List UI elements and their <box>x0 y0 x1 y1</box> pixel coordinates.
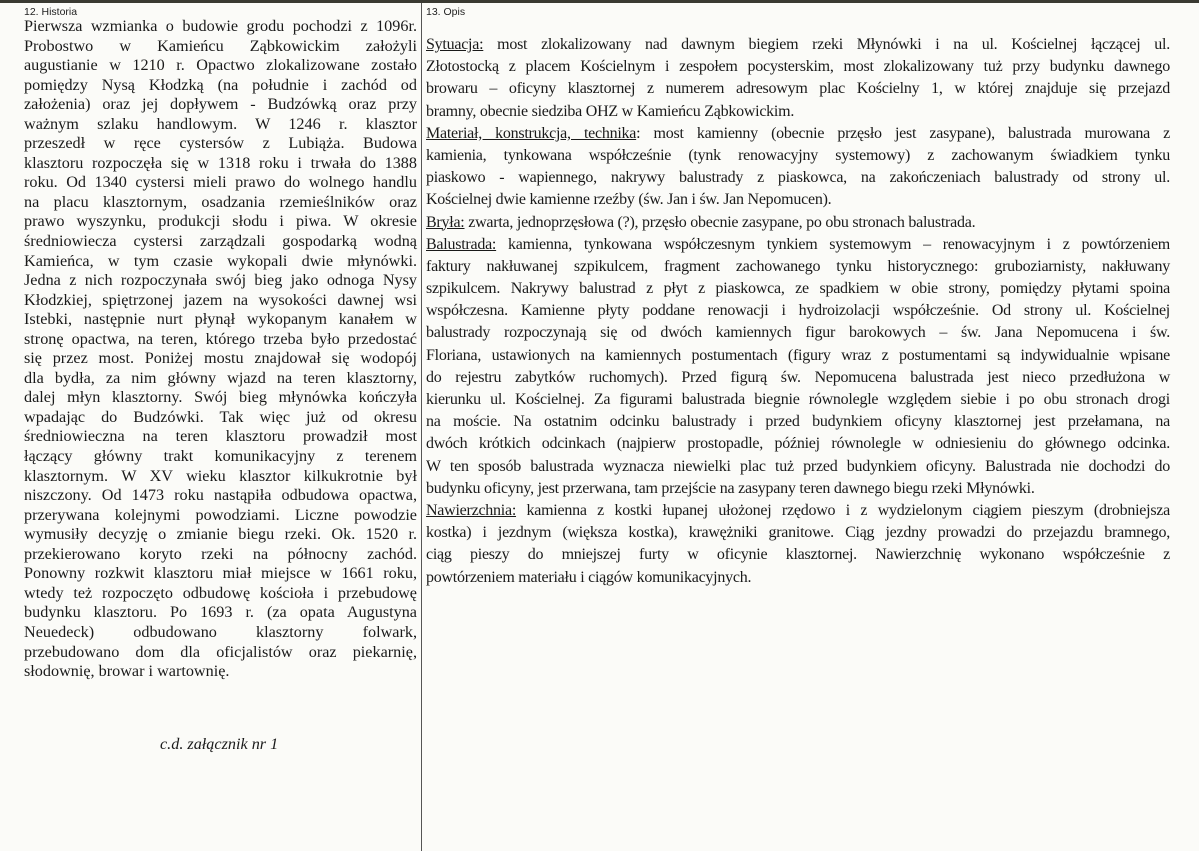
field-text: : most kamienny (obecnie przęsło jest zasypane), balustrada murowana z <box>636 124 1171 142</box>
text-line: na placu klasztornym, osadzania rzemieślników oraz <box>24 192 417 211</box>
continuation-note: c.d. załącznik nr 1 <box>160 735 279 753</box>
field-text: kamienia, tynkowana współcześnie (tynk renowacyjny systemowy) z zachowanym świadkiem tynku <box>426 146 1170 164</box>
historia-text <box>24 17 417 682</box>
text-line <box>426 167 1170 189</box>
section-heading-opis: 13. Opis <box>426 6 466 18</box>
field-text: most zlokalizowany nad dawnym biegiem rzeki Młynówki i na ul. Kościelnej łączącej ul. <box>483 36 1170 53</box>
text-line <box>426 34 1170 56</box>
text-line <box>426 544 1170 566</box>
field-text: ciąg pieszy do mniejszej furty w oficynie klasztornej. Nawierzchnię wykonano współcześnie z <box>426 546 1170 564</box>
field-label: Bryła: <box>426 213 465 231</box>
field-label: Materiał, konstrukcja, technika <box>426 124 637 142</box>
field-label: Balustrada: <box>426 235 497 253</box>
text-line: wtedy też rozpoczęto odbudowę kościoła i przebudowę <box>24 583 417 602</box>
text-line <box>426 567 1170 589</box>
text-line: ważnym szlaku handlowym. W 1246 r. klasztor <box>24 114 417 133</box>
field-text: kamienna z kostki łupanej ułożonej rzędowo i z wydzielonym ciągiem pieszym (drobniejsza <box>516 501 1170 519</box>
text-line: założenia) oraz jej dopływem - Budzówką oraz przy <box>24 95 417 114</box>
field-text: browaru – oficyny klasztornej z numerem adresowym plac Kościelny 1, w której znajduje się przejazd <box>426 80 1170 98</box>
text-line <box>426 278 1170 300</box>
scan-top-edge <box>0 0 1199 3</box>
text-line: Probostwo w Kamieńcu Ząbkowickim założyli <box>24 36 417 55</box>
text-line <box>426 78 1170 100</box>
field-label: Nawierzchnia: <box>426 501 517 519</box>
column-divider <box>421 3 422 851</box>
text-line: średniowiecza cystersi zarządzali gospodarką wodną <box>24 232 417 251</box>
text-line: średniowieczna na teren klasztoru prowadził most <box>24 427 417 446</box>
text-line: Neuedeck) odbudowano klasztorny folwark, <box>24 622 417 641</box>
field-text: faktury nakłuwanej szpikulcem, fragment zachowanego tynku historycznego: gruboziarnisty, nakłuwany <box>426 257 1170 275</box>
text-line <box>426 433 1170 455</box>
text-line: klasztornym. W XV wieku klasztor kilkukrotnie był <box>24 466 417 485</box>
text-line: pomiędzy Nysą Kłodzką (na południe i zachód od <box>24 75 417 94</box>
text-line: słodownię, browar i wartownię. <box>24 662 230 681</box>
field-text: dwóch krótkich odcinkach (najpierw prostopadle, później równolegle w odniesieniu do głównego odcinka. <box>426 435 1170 453</box>
field-text: współczesna. Kamienne płyty poddane renowacji i hydroizolacji współcześnie. Od strony ul. Kościelnej <box>426 302 1170 320</box>
text-line: wpadając do Budzówki. Tak więc już od okresu <box>24 407 417 426</box>
field-text: balustrady rozpoczynają się od dwóch kamiennych figur barokowych – św. Jana Nepomucena i św. <box>426 324 1170 342</box>
field-text: bramny, obecnie siedziba OHZ w Kamieńcu Ząbkowickim. <box>426 102 795 120</box>
text-line: niszczony. Od 1473 roku nastąpiła odbudowa opactwa, <box>24 486 417 505</box>
field-text: zwarta, jednoprzęsłowa (?), przęsło obecnie zasypane, po obu stronach balustrada. <box>464 213 976 231</box>
text-line: przeszedł w ręce cystersów z Lubiąża. Budowa <box>24 134 417 153</box>
text-line: Istebki, następnie nurt płynął wykopanym kanałem w <box>24 310 417 329</box>
text-line <box>426 411 1170 433</box>
text-line: budynku klasztoru. Po 1693 r. (za opata Augustyna <box>24 603 417 622</box>
text-line: dla bydła, za nim główny wjazd na teren klasztorny, <box>24 368 417 387</box>
text-line: stronę opactwa, na teren, którego trzeba było przedostać <box>24 329 417 348</box>
field-text: do rejestru zabytków ruchomych). Przed figurą św. Nepomucena balustrada jest nieco przedłużona w <box>426 368 1170 386</box>
text-line: Kamieńca, w tym czasie wykopali dwie młynówki. <box>24 251 417 270</box>
text-line <box>426 234 1170 256</box>
text-line: się przez most. Poniżej mostu znajdował się wodopój <box>24 349 417 368</box>
field-text: kamienna, tynkowana współczesnym tynkiem systemowym – renowacyjnym i z powtórzeniem <box>496 235 1170 253</box>
text-line <box>426 212 1170 234</box>
text-line: Jedna z nich rozpoczynała swój bieg jako odnoga Nysy <box>24 271 417 290</box>
field-text: szpikulcem. Nakrywy balustrad z płyt z piaskowca, ze spadkiem w obie strony, pomiędzy płytami spoina <box>426 280 1170 298</box>
text-line <box>426 145 1170 167</box>
field-text: powtórzeniem materiału i ciągów komunikacyjnych. <box>426 568 752 586</box>
text-line <box>426 500 1170 522</box>
text-line: przerywana kolejnymi powodziami. Liczne powodzie <box>24 505 417 524</box>
text-line <box>426 345 1170 367</box>
text-line <box>426 367 1170 389</box>
field-text: Floriana, ustawionych na kamiennych postumentach (figury wraz z postumentami są indywidualnie wpisane <box>426 346 1170 364</box>
text-line: przekierowano koryto rzeki na północny zachód. <box>24 544 417 563</box>
text-line: roku. Od 1340 cystersi mieli prawo do wolnego handlu <box>24 173 417 192</box>
text-line: prawo wyszynku, produkcji słodu i piwa. W okresie <box>24 212 417 231</box>
section-heading-historia: 12. Historia <box>24 6 78 18</box>
text-line <box>426 300 1170 322</box>
text-line <box>426 101 1170 123</box>
text-line: dalej młyn klasztorny. Swój bieg młynówka kończyła <box>24 388 417 407</box>
text-line <box>426 478 1170 500</box>
field-text: Złotostocką z placem Kościelnym i zespołem pocysterskim, most zlokalizowany tuż przy budynku dawnego <box>426 58 1170 76</box>
text-line: Kłodzkiej, spiętrzonej jazem na wysokości dawnej wsi <box>24 290 417 309</box>
field-text: piaskowo - wapiennego, nakrywy balustrady z piaskowca, na zakończeniach balustrady od strony ul. <box>426 169 1170 187</box>
text-line: przebudowano dom dla oficjalistów oraz piekarnię, <box>24 642 417 661</box>
field-text: W ten sposób balustrada wyznacza niewielki plac tuż przed budynkiem oficyny. Balustrada nie dochodzi do <box>426 457 1170 475</box>
text-line: Pierwsza wzmianka o budowie grodu pochodzi z 1096r. <box>24 17 417 35</box>
field-text: na moście. Na ostatnim odcinku balustrady i przed budynkiem oficyny klasztornej jest przełamana, na <box>426 413 1170 431</box>
text-line: klasztoru rozpoczęła się w 1318 roku i trwała do 1388 <box>24 153 417 172</box>
text-line <box>426 389 1170 411</box>
text-line: Ponowny rozkwit klasztoru miał miejsce w 1661 roku, <box>24 564 417 583</box>
field-label: Sytuacja: <box>426 36 484 53</box>
text-line <box>426 56 1170 78</box>
field-text: kierunku ul. Kościelnej. Za figurami balustrada biegnie równolegle względem siebie i po obu stronach drogi <box>426 391 1170 408</box>
text-line: wymusiły decyzję o zmianie biegu rzeki. Ok. 1520 r. <box>24 525 417 544</box>
field-text: budynku oficyny, jest przerwana, tam przejście na zasypany teren dawnego biegu rzeki Młynówki. <box>426 479 1035 497</box>
text-line <box>426 456 1170 478</box>
text-line <box>426 123 1170 145</box>
text-line: łączący główny trakt komunikacyjny z terenem <box>24 447 417 466</box>
opis-text <box>426 34 1170 589</box>
text-line: augustianie w 1210 r. Opactwo zlokalizowane zostało <box>24 56 417 75</box>
text-line <box>426 189 1170 211</box>
text-line <box>426 522 1170 544</box>
field-text: Kościelnej dwie kamienne rzeźby (św. Jan i św. Jan Nepomucen). <box>426 191 832 209</box>
text-line <box>426 322 1170 344</box>
text-line <box>426 256 1170 278</box>
field-text: kostka) i jezdnym (większa kostka), krawężniki granitowe. Ciąg jezdny prowadzi do przejazdu bramnego, <box>426 524 1170 542</box>
